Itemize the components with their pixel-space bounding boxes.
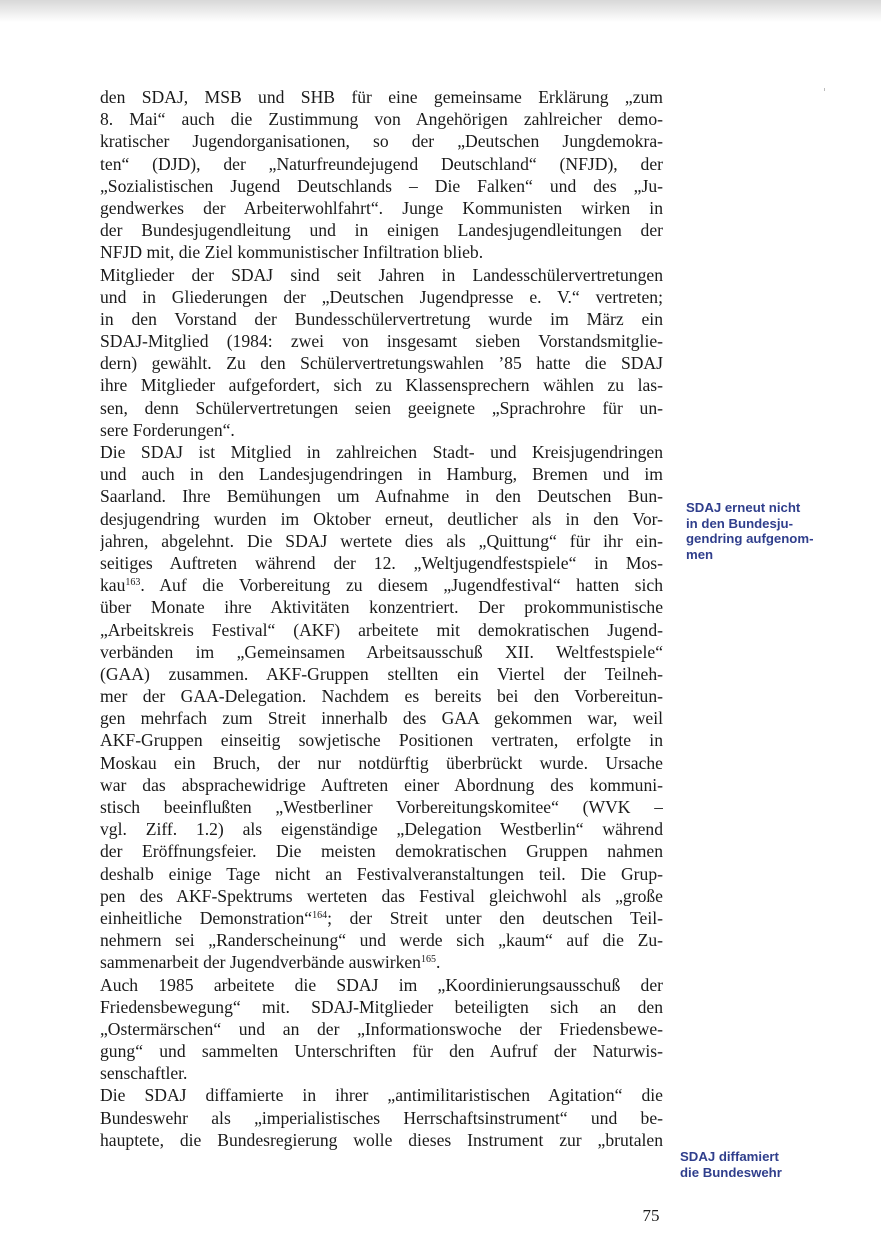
text-line: stisch beeinflußten „Westberliner Vorbereitungskomitee“ (WVK – bbox=[100, 797, 663, 817]
margin-note-line: die Bundeswehr bbox=[680, 1164, 782, 1180]
text-line: der Bundesjugendleitung und in einigen Landesjugendleitungen der bbox=[100, 220, 663, 241]
text-line: Bundeswehr als „imperialistisches Herrschaftsinstrument“ und be- bbox=[100, 1107, 663, 1128]
text-line: der Eröffnungsfeier. Die meisten demokratischen Gruppen nahmen bbox=[100, 841, 663, 862]
text-line: „Sozialistischen Jugend Deutschlands – Die Falken“ und des „Ju- bbox=[100, 175, 663, 196]
footnote-ref: 165 bbox=[420, 954, 436, 966]
text-line: und in Gliederungen der „Deutschen Jugendpresse e. V.“ vertreten; bbox=[100, 286, 663, 307]
text-line: (GAA) zusammen. AKF-Gruppen stellten ein Viertel der Teilneh- bbox=[100, 663, 663, 684]
text-line: nehmern sei „Randerscheinung“ und werde sich „kaum“ auf die Zu- bbox=[100, 930, 663, 951]
text-line: hauptete, die Bundesregierung wolle dieses Instrument zur „brutalen bbox=[100, 1129, 663, 1150]
text-line: über Monate ihre Aktivitäten konzentriert. Der prokommunistische bbox=[100, 597, 663, 618]
text-line: Mitglieder der SDAJ sind seit Jahren in Landesschülervertretungen bbox=[100, 264, 663, 285]
text-line: Saarland. Ihre Bemühungen um Aufnahme in den Deutschen Bun- bbox=[100, 486, 663, 507]
text-line: pen des AKF-Spektrums werteten das Festival gleichwohl als „große bbox=[100, 885, 663, 906]
body-text bbox=[100, 86, 663, 1151]
margin-note-line: in den Bundesju- bbox=[686, 515, 793, 531]
scan-mark bbox=[824, 88, 825, 91]
text-line: NFJD mit, die Ziel kommunistischer Infiltration blieb. bbox=[100, 242, 484, 263]
text-line: gen mehrfach zum Streit innerhalb des GAA gekommen war, weil bbox=[100, 708, 663, 729]
text-line: mer der GAA-Delegation. Nachdem es bereits bei den Vorbereitun- bbox=[100, 686, 663, 707]
text-line: vgl. Ziff. 1.2) als eigenständige „Delegation Westberlin“ während bbox=[100, 819, 663, 840]
text-line: gendwerkes der Arbeiterwohlfahrt“. Junge Kommunisten wirken in bbox=[100, 197, 663, 218]
text-line: ihre Mitglieder aufgefordert, sich zu Klassensprechern wählen zu las- bbox=[100, 375, 663, 396]
text-line: 8. Mai“ auch die Zustimmung von Angehörigen zahlreicher demo- bbox=[100, 109, 663, 130]
text-line: Die SDAJ diffamierte in ihrer „antimilitaristischen Agitation“ die bbox=[100, 1085, 663, 1106]
text-line: jahren, abgelehnt. Die SDAJ wertete dies als „Quittung“ für ihr ein- bbox=[100, 530, 663, 551]
text-line: war das absprachewidrige Auftreten einer Abordnung des kommuni- bbox=[100, 774, 663, 795]
text-line: sen, denn Schülervertretungen seien geeignete „Sprachrohre für un- bbox=[100, 397, 663, 418]
text-line: den SDAJ, MSB und SHB für eine gemeinsame Erklärung „zum bbox=[100, 87, 663, 107]
text-line: sere Forderungen“. bbox=[100, 419, 235, 440]
text-line: senschaftler. bbox=[100, 1063, 188, 1084]
margin-note-sdaj-bundesjugendring bbox=[686, 500, 846, 562]
text-line: seitiges Auftreten während der 12. „Weltjugendfestspiele“ in Mos- bbox=[100, 552, 663, 573]
margin-note-line: men bbox=[686, 546, 714, 562]
margin-note-sdaj-bundeswehr bbox=[680, 1149, 840, 1180]
text-line: deshalb einige Tage nicht an Festivalveranstaltungen teil. Die Grup- bbox=[100, 863, 663, 884]
text-line: Die SDAJ ist Mitglied in zahlreichen Stadt- und Kreisjugendringen bbox=[100, 442, 663, 462]
text-line: kratischer Jugendorganisationen, so der „Deutschen Jungdemokra- bbox=[100, 131, 663, 152]
text-line: gung“ und sammelten Unterschriften für den Aufruf der Naturwis- bbox=[100, 1041, 663, 1062]
text-line: dern) gewählt. Zu den Schülervertretungswahlen ’85 hatte die SDAJ bbox=[100, 353, 663, 374]
scan-top-shadow bbox=[0, 0, 881, 22]
footnote-ref: 164 bbox=[312, 909, 328, 921]
text-line: und auch in den Landesjugendringen in Hamburg, Bremen und im bbox=[100, 464, 663, 485]
text-line: Moskau ein Bruch, der nur notdürftig überbrückt wurde. Ursache bbox=[100, 752, 663, 773]
text-line: Auch 1985 arbeitete die SDAJ im „Koordinierungsausschuß der bbox=[100, 974, 663, 995]
text-line: verbänden im „Gemeinsamen Arbeitsausschuß XII. Weltfestspiele“ bbox=[100, 641, 663, 662]
text-line: in den Vorstand der Bundesschülervertretung wurde im März ein bbox=[100, 308, 663, 329]
text-line: ten“ (DJD), der „Naturfreundejugend Deutschland“ (NFJD), der bbox=[100, 153, 663, 174]
page-number: 75 bbox=[642, 1206, 660, 1225]
text-line: kau$^{163}$. Auf die Vorbereitung zu diesem „Jugendfestival“ hatten sich bbox=[100, 575, 663, 596]
text-line: SDAJ-Mitglied (1984: zwei von insgesamt sieben Vorstandsmitglie- bbox=[100, 331, 663, 352]
text-line: desjugendring wurden im Oktober erneut, deutlicher als in den Vor- bbox=[100, 508, 663, 529]
text-line: AKF-Gruppen einseitig sowjetische Positionen vertraten, erfolgte in bbox=[100, 730, 663, 751]
margin-note-line: SDAJ diffamiert bbox=[680, 1149, 779, 1164]
text-line: Friedensbewegung“ mit. SDAJ-Mitglieder beteiligten sich an den bbox=[100, 996, 663, 1017]
margin-note-line: SDAJ erneut nicht bbox=[686, 500, 801, 515]
text-line: „Arbeitskreis Festival“ (AKF) arbeitete mit demokratischen Jugend- bbox=[100, 619, 663, 640]
text-line: „Ostermärschen“ und an der „Informationswoche der Friedensbewe- bbox=[100, 1018, 663, 1039]
margin-note-line: gendring aufgenom- bbox=[686, 531, 814, 547]
text-line: sammenarbeit der Jugendverbände auswirken$^{165}$. bbox=[100, 952, 441, 973]
footnote-ref: 163 bbox=[125, 577, 141, 589]
text-line: einheitliche Demonstration“$^{164}$; der Streit unter den deutschen Teil- bbox=[100, 907, 663, 928]
